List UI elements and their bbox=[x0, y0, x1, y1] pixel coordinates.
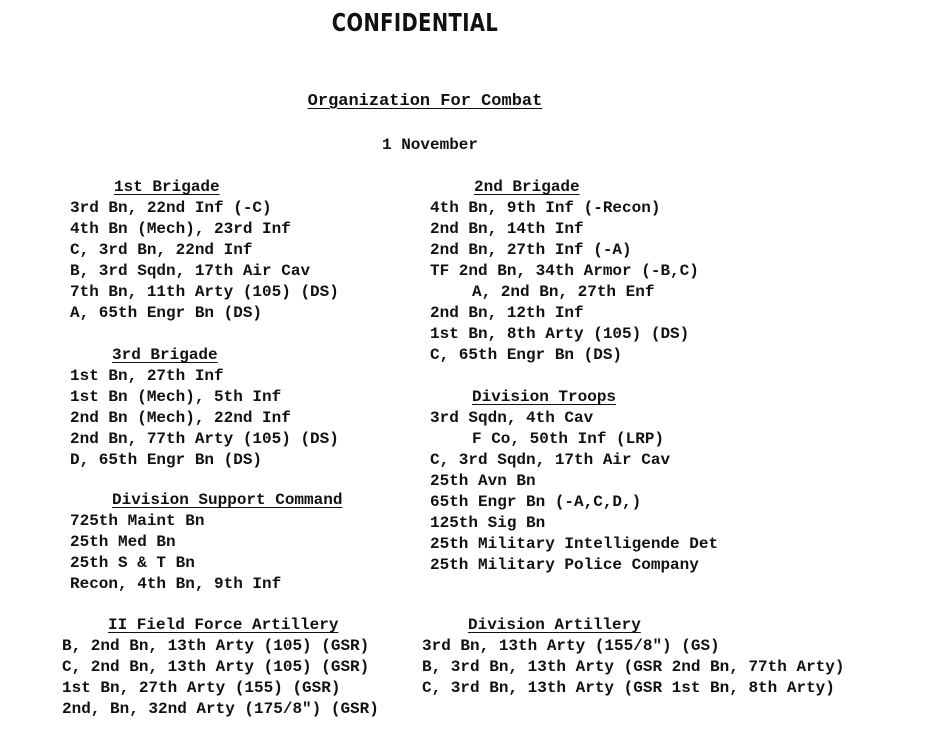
unit-line: 4th Bn (Mech), 23rd Inf bbox=[70, 220, 291, 238]
unit-line: 3rd Bn, 22nd Inf (-C) bbox=[70, 199, 272, 217]
unit-line: 25th Med Bn bbox=[70, 533, 176, 551]
document-title-text: Organization For Combat bbox=[307, 92, 543, 111]
unit-line: D, 65th Engr Bn (DS) bbox=[70, 451, 263, 469]
unit-line: 1st Bn, 8th Arty (105) (DS) bbox=[430, 325, 690, 343]
section-heading: 2nd Brigade bbox=[474, 178, 580, 196]
unit-line: 1st Bn, 27th Inf bbox=[70, 367, 224, 385]
unit-line: C, 3rd Sqdn, 17th Air Cav bbox=[430, 451, 671, 469]
section-division-troops bbox=[430, 387, 718, 576]
unit-line: 2nd, Bn, 32nd Arty (175/8") (GSR) bbox=[62, 700, 379, 718]
section-third-brigade bbox=[70, 345, 339, 471]
unit-line: 2nd Bn (Mech), 22nd Inf bbox=[70, 409, 291, 427]
classification-marking: CONFIDENTIAL bbox=[331, 8, 499, 37]
section-heading: 1st Brigade bbox=[114, 178, 220, 196]
section-heading: 3rd Brigade bbox=[112, 346, 218, 364]
unit-line: 65th Engr Bn (-A,C,D,) bbox=[430, 493, 642, 511]
unit-line: 2nd Bn, 12th Inf bbox=[430, 304, 584, 322]
unit-line: F Co, 50th Inf (LRP) bbox=[472, 430, 665, 448]
unit-line: A, 2nd Bn, 27th Enf bbox=[472, 283, 655, 301]
section-second-brigade bbox=[430, 177, 699, 366]
unit-line: 25th S & T Bn bbox=[70, 554, 195, 572]
unit-line: TF 2nd Bn, 34th Armor (-B,C) bbox=[430, 262, 699, 280]
section-first-brigade bbox=[70, 177, 339, 324]
document-title bbox=[0, 92, 850, 111]
unit-line: 3rd Bn, 13th Arty (155/8") (GS) bbox=[422, 637, 720, 655]
unit-line: C, 2nd Bn, 13th Arty (105) (GSR) bbox=[62, 658, 370, 676]
unit-line: C, 3rd Bn, 22nd Inf bbox=[70, 241, 253, 259]
unit-line: Recon, 4th Bn, 9th Inf bbox=[70, 575, 282, 593]
unit-line: 4th Bn, 9th Inf (-Recon) bbox=[430, 199, 661, 217]
unit-line: 1st Bn (Mech), 5th Inf bbox=[70, 388, 282, 406]
section-division-artillery bbox=[422, 615, 844, 699]
document-date: 1 November bbox=[381, 136, 478, 154]
section-heading: Division Support Command bbox=[112, 491, 343, 509]
section-division-support-command bbox=[70, 490, 342, 595]
unit-line: 2nd Bn, 14th Inf bbox=[430, 220, 584, 238]
unit-line: 125th Sig Bn bbox=[430, 514, 546, 532]
section-field-force-artillery bbox=[62, 615, 379, 720]
unit-line: A, 65th Engr Bn (DS) bbox=[70, 304, 263, 322]
unit-line: 25th Military Intelligende Det bbox=[430, 535, 719, 553]
unit-line: 725th Maint Bn bbox=[70, 512, 205, 530]
section-heading: Division Troops bbox=[472, 388, 617, 406]
unit-line: 25th Avn Bn bbox=[430, 472, 536, 490]
section-heading: II Field Force Artillery bbox=[108, 616, 339, 634]
unit-line: 25th Military Police Company bbox=[430, 556, 699, 574]
unit-line: 2nd Bn, 77th Arty (105) (DS) bbox=[70, 430, 339, 448]
unit-line: B, 2nd Bn, 13th Arty (105) (GSR) bbox=[62, 637, 370, 655]
unit-line: B, 3rd Bn, 13th Arty (GSR 2nd Bn, 77th Arty) bbox=[422, 658, 845, 676]
unit-line: 2nd Bn, 27th Inf (-A) bbox=[430, 241, 632, 259]
unit-line: 7th Bn, 11th Arty (105) (DS) bbox=[70, 283, 339, 301]
unit-line: 1st Bn, 27th Arty (155) (GSR) bbox=[62, 679, 341, 697]
unit-line: B, 3rd Sqdn, 17th Air Cav bbox=[70, 262, 311, 280]
unit-line: 3rd Sqdn, 4th Cav bbox=[430, 409, 594, 427]
section-heading: Division Artillery bbox=[468, 616, 641, 634]
unit-line: C, 3rd Bn, 13th Arty (GSR 1st Bn, 8th Arty) bbox=[422, 679, 835, 697]
unit-line: C, 65th Engr Bn (DS) bbox=[430, 346, 623, 364]
